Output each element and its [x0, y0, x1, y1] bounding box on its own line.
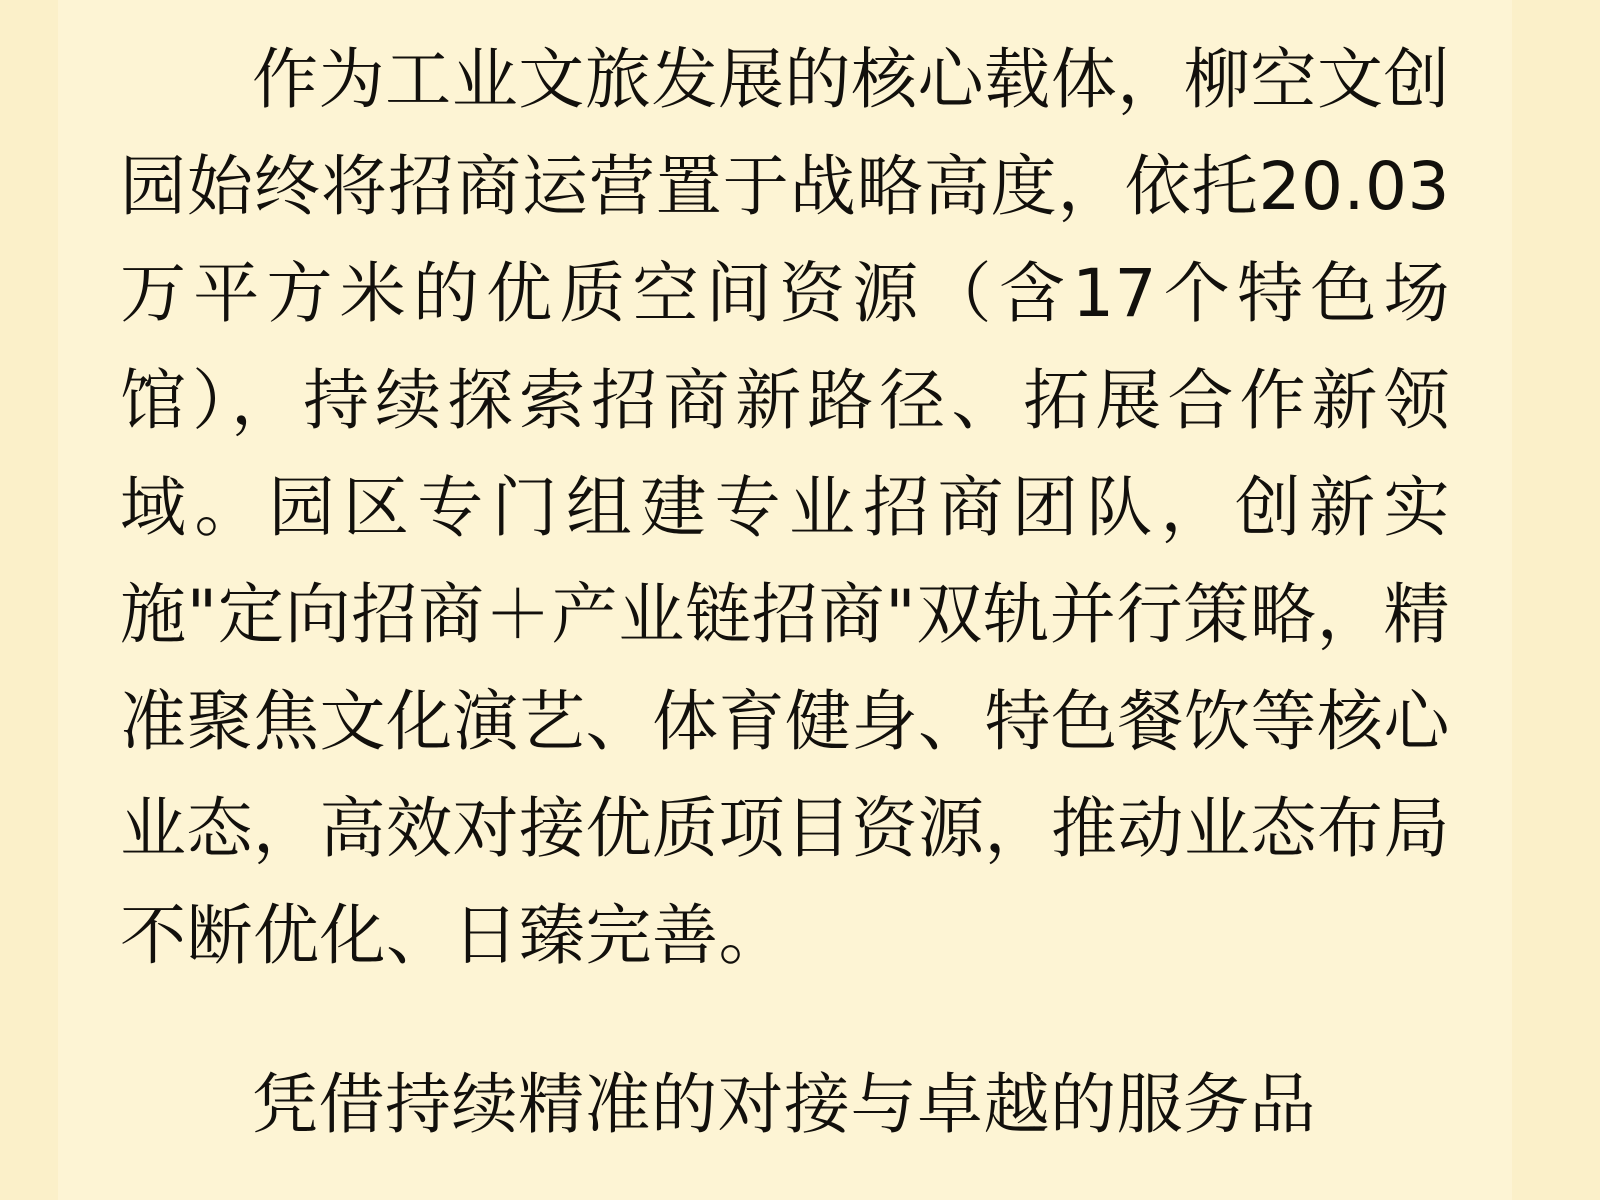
paragraph-2 — [58, 1051, 1512, 1158]
document-content — [58, 0, 1512, 1200]
paragraph-1 — [58, 0, 1512, 989]
page-right-margin — [1512, 0, 1600, 1200]
page-left-margin — [0, 0, 58, 1200]
paragraph-1-text: 作为工业文旅发展的核心载体，柳空文创园始终将招商运营置于战略高度，依托20.03万平方米的优质空间资源（含17个特色场馆），持续探索招商新路径、拓展合作新领域。园区专门组建专业招商团队，创新实施"定向招商＋产业链招商"双轨并行策略，精准聚焦文化演艺、体育健身、特色餐饮等核心业态，高效对接优质项目资源，推动业态布局不断优化、日臻完善。 — [120, 41, 1450, 974]
paragraph-2-text: 凭借持续精准的对接与卓越的服务品 — [252, 1066, 1316, 1143]
